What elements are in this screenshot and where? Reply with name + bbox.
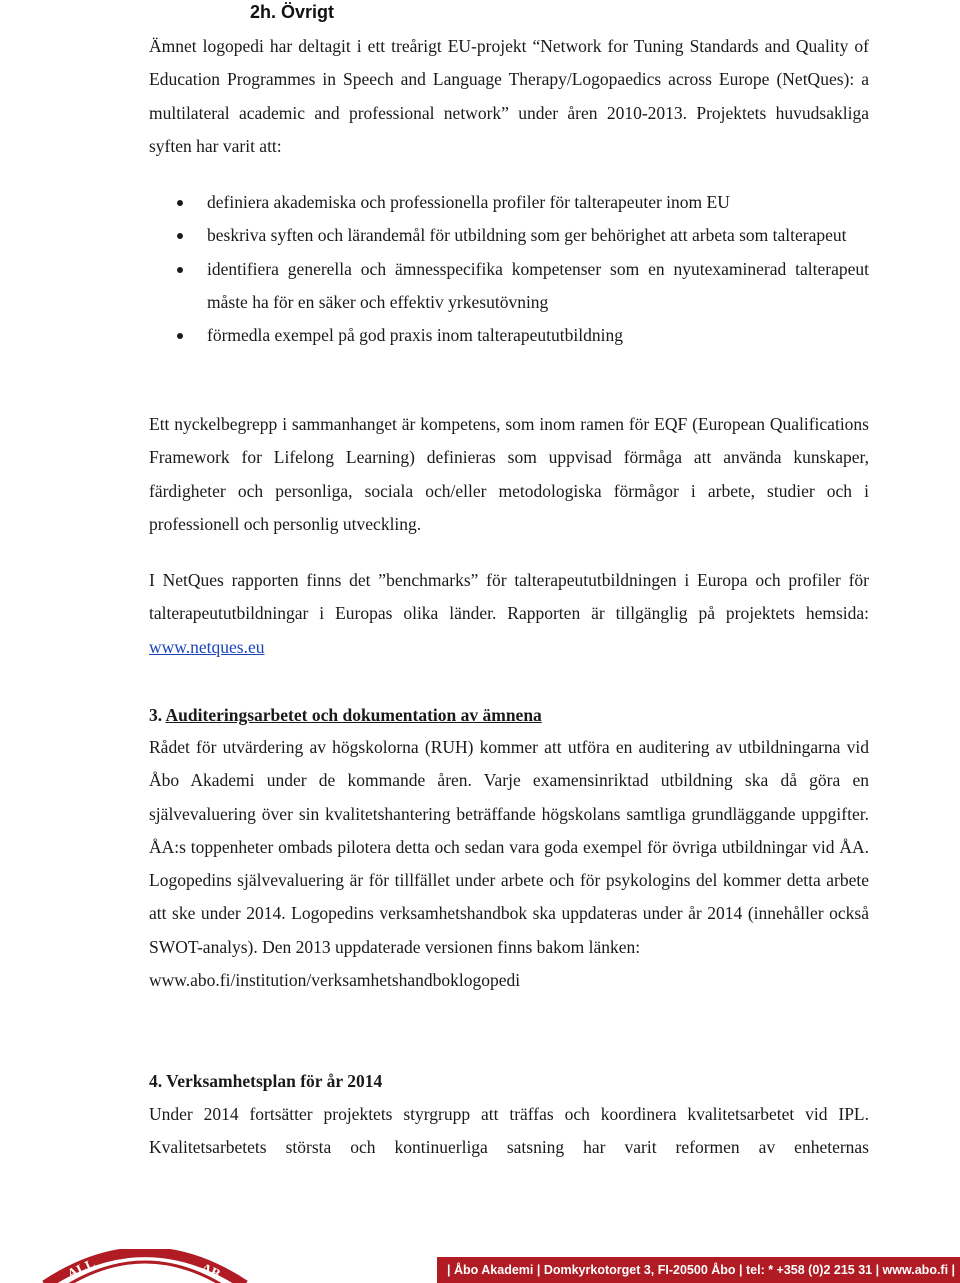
list-item: förmedla exempel på god praxis inom talterapeututbildning <box>149 319 869 352</box>
audit-url: www.abo.fi/institution/verksamhetshandboklogopedi <box>149 970 521 991</box>
netques-paragraph <box>149 564 869 664</box>
project-aims-list <box>149 186 869 352</box>
audit-paragraph <box>149 731 869 997</box>
footer <box>0 1249 960 1283</box>
list-item: identifiera generella och ämnesspecifika kompetenser som en nyutexaminerad talterapeut måste ha för en säker och effektiv yrkesutövning <box>149 253 869 320</box>
list-item: beskriva syften och lärandemål för utbildning som ger behörighet att arbeta som talterapeut <box>149 219 869 252</box>
plan-paragraph: Under 2014 fortsätter projektets styrgrupp att träffas och koordinera kvalitetsarbetet vid IPL. Kvalitetsarbetets största och kontinuerliga satsning har varit reformen av enheternas <box>149 1104 869 1158</box>
svg-text:AB: AB <box>198 1261 223 1283</box>
section-3-number: 3. <box>149 705 166 725</box>
section-heading-2h: 2h. Övrigt <box>250 2 335 22</box>
netques-text: I NetQues rapporten finns det ”benchmarks” för talterapeututbildningen i Europa och profiler för talterapeututbildningar i Europas olika länder. Rapporten är tillgänglig på projektets hemsida: <box>149 570 869 624</box>
competence-paragraph: Ett nyckelbegrepp i sammanhanget är kompetens, som inom ramen för EQF (European Qualifications Framework for Lifelong Learning) definieras som uppvisad förmåga att använda kunskaper, färdigheter och personliga, sociala och/eller metodologiska förmågor i arbete, studier och i professionell och personlig utveckling. <box>149 414 869 534</box>
university-seal-logo <box>40 1249 250 1283</box>
footer-contact-bar: | Åbo Akademi | Domkyrkotorget 3, FI-20500 Åbo | tel: * +358 (0)2 215 31 | www.abo.fi | <box>437 1257 960 1283</box>
svg-text:ALL: ALL <box>65 1256 98 1283</box>
section-3-title: Auditeringsarbetet och dokumentation av ämnena <box>165 705 542 725</box>
list-item: definiera akademiska och professionella profiler för talterapeuter inom EU <box>149 186 869 219</box>
intro-paragraph: Ämnet logopedi har deltagit i ett treårigt EU-projekt “Network for Tuning Standards and Quality of Education Programmes in Speech and Language Therapy/Logopaedics across Europe (NetQues): a multilateral academic and professional network” under åren 2010-2013. Projektets huvudsakliga syften har varit att: <box>149 36 869 156</box>
audit-text: Rådet för utvärdering av högskolorna (RUH) kommer att utföra en auditering av utbildningarna vid Åbo Akademi under de kommande åren. Varje examensinriktad utbildning ska då göra en självevaluering över sin kvalitetshantering beträffande högskolans samtliga grundläggande uppgifter. ÅA:s toppenheter ombads pilotera detta och sedan vara goda exempel för övriga utbildningar vid ÅA. Logopedins självevaluering är för tillfället under arbete och för psykologins del kommer detta arbete att ske under 2014. Logopedins verksamhetshandbok ska uppdateras under år 2014 (innehåller också SWOT-analys). Den 2013 uppdaterade versionen finns bakom länken: <box>149 737 869 957</box>
section-heading-3 <box>149 699 542 732</box>
netques-link[interactable]: www.netques.eu <box>149 636 265 657</box>
section-heading-4: 4. Verksamhetsplan för år 2014 <box>149 1071 383 1091</box>
